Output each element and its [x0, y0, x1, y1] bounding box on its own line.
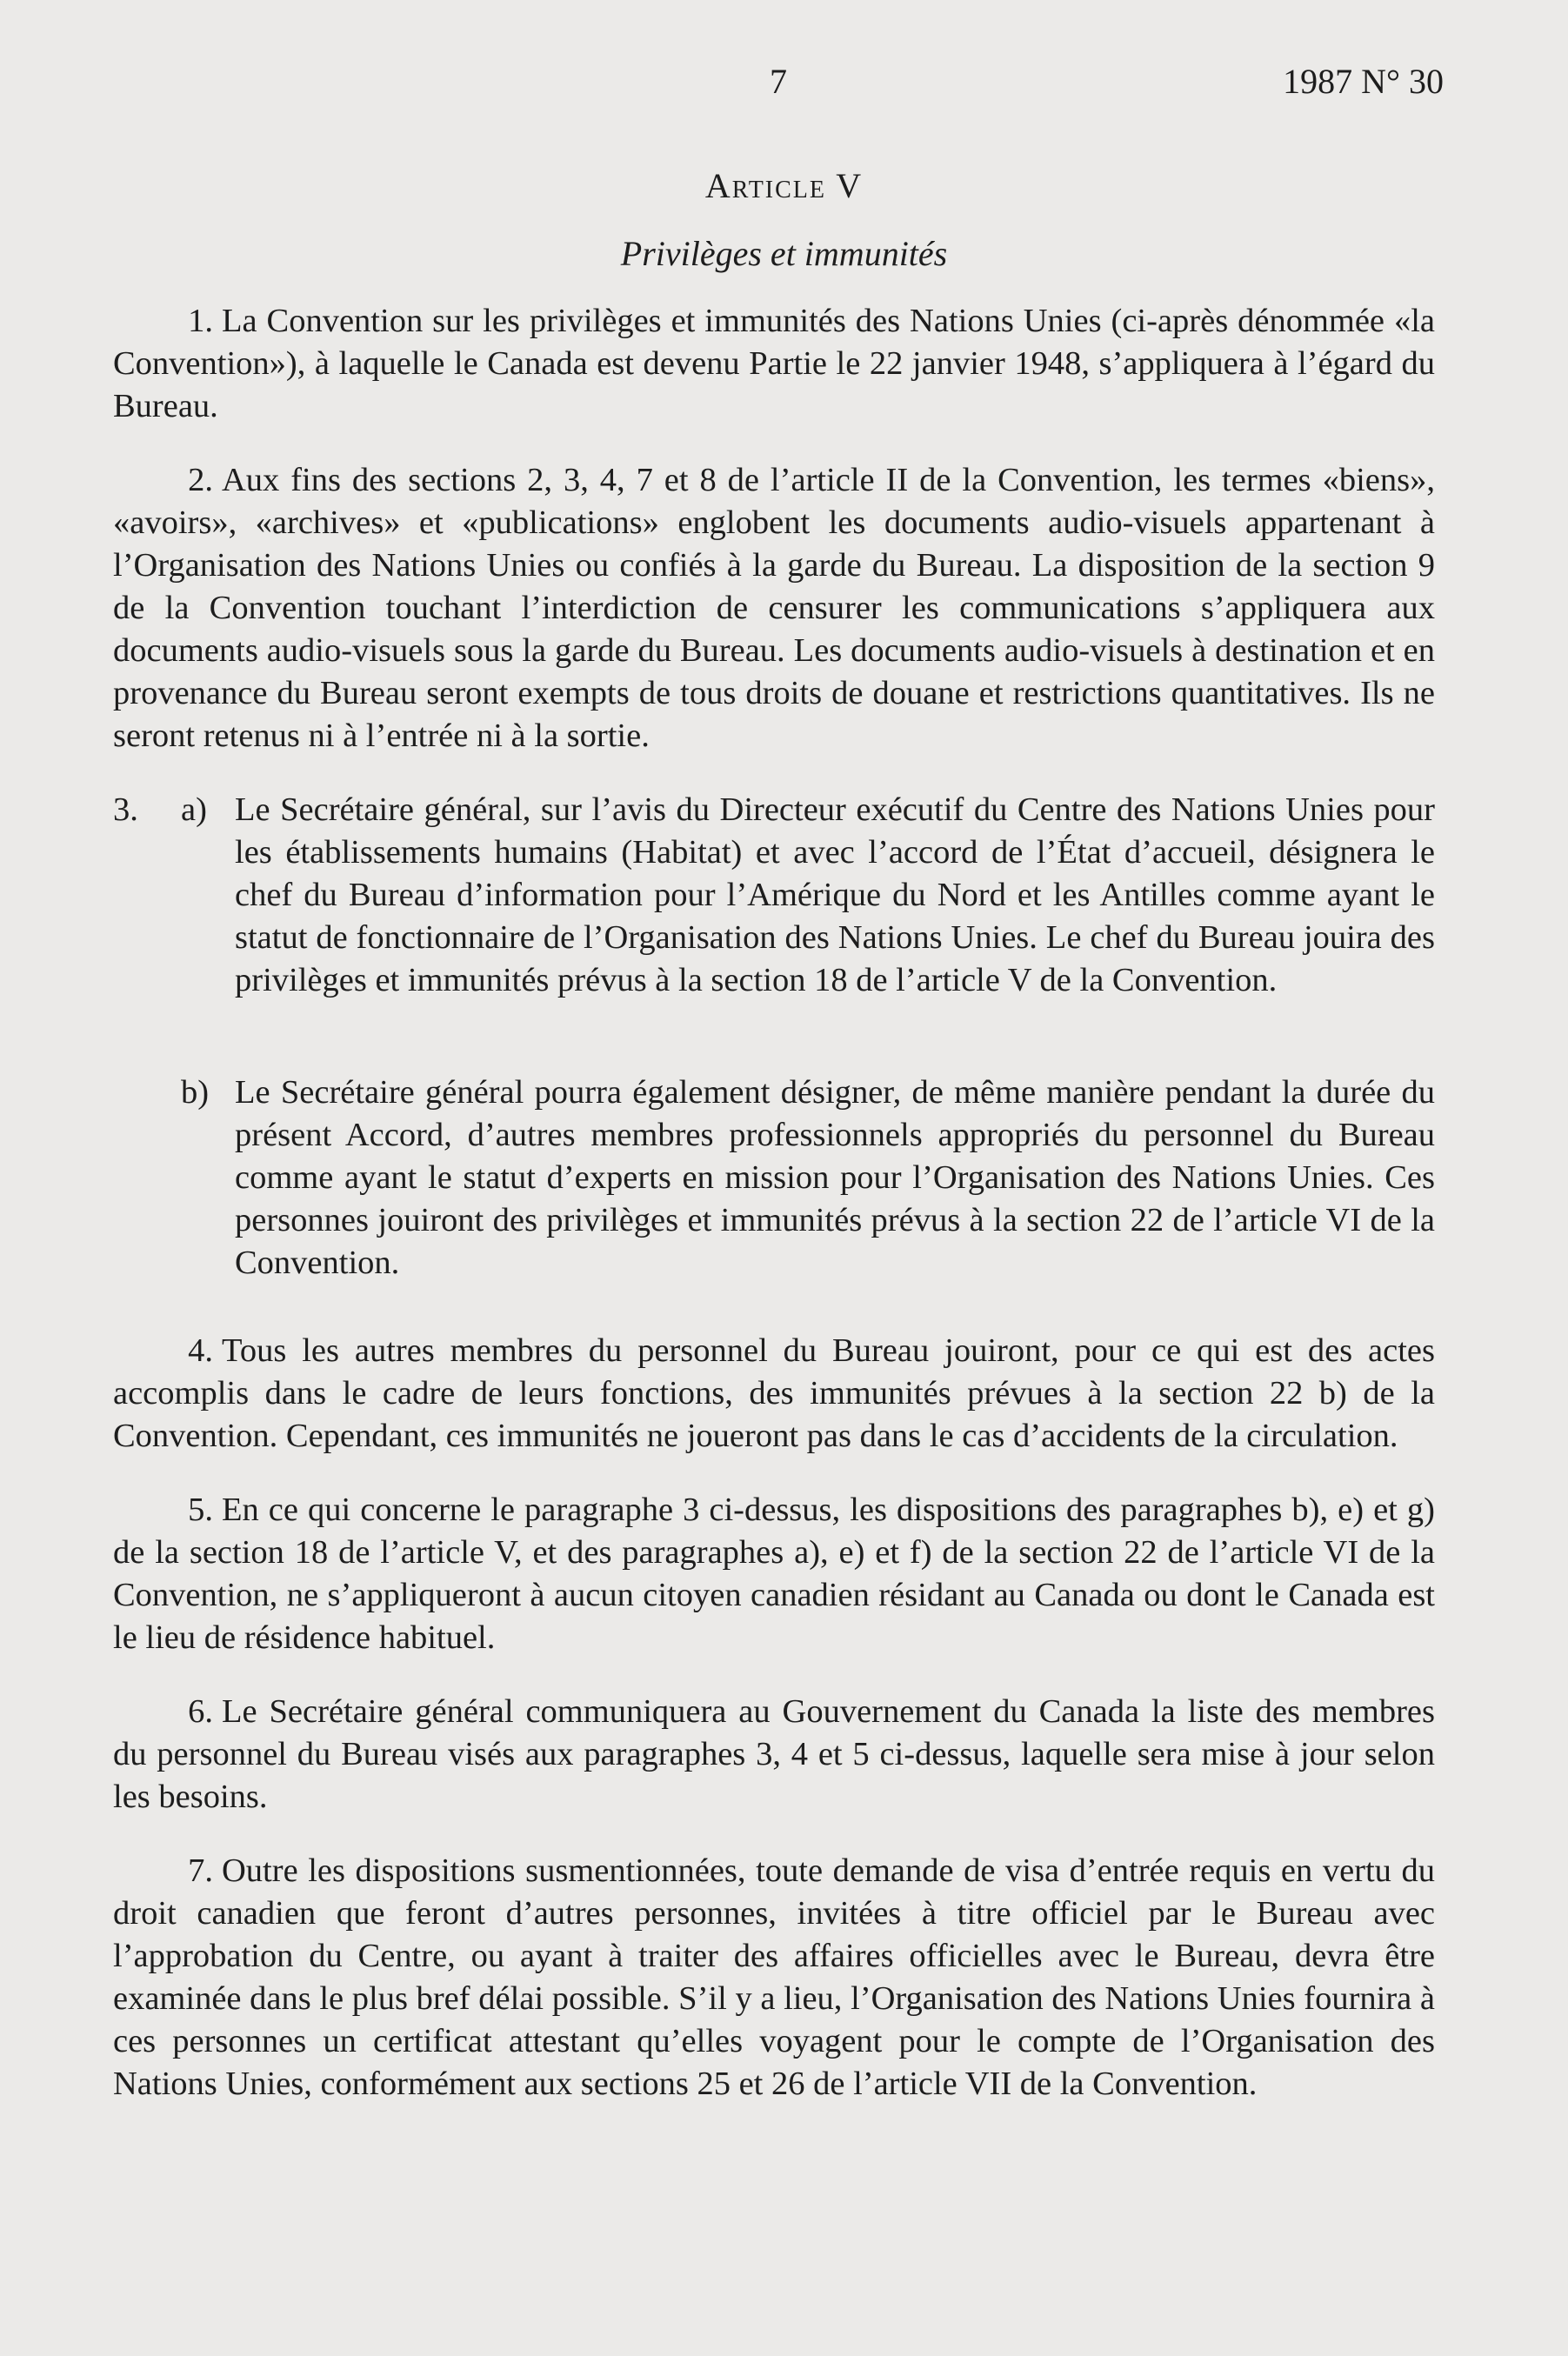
page-header — [113, 61, 1444, 113]
paragraph-3b — [113, 1071, 1435, 1285]
paragraph-number: 7. — [188, 1852, 213, 1889]
paragraph-7 — [113, 1850, 1435, 2106]
paragraph-text: Le Secrétaire général pourra également désigner, de même manière pendant la durée du présent Accord, d’autres membres professionnels appropriés du personnel du Bureau comme ayant le statut d’experts en mission pour l’Organisation des Nations Unies. Ces personnes jouiront des privilèges et immunités prévus à la section 22 de l’article VI de la Convention. — [235, 1074, 1435, 1281]
paragraph-1 — [113, 300, 1435, 428]
paragraph-number: 2. — [188, 462, 213, 498]
article-subtitle: Privilèges et immunités — [620, 234, 948, 273]
paragraph-text: En ce qui concerne le paragraphe 3 ci-dessus, les dispositions des paragraphes b), e) et g) de la section 18 de l’article V, et des paragraphes a), e) et f) de la section 22 de l’article VI de la Convention, ne s’appliqueront à aucun citoyen canadien résidant au Canada ou dont le Canada est le lieu de résidence habituel. — [113, 1492, 1435, 1656]
paragraph-text: Tous les autres membres du personnel du Bureau jouiront, pour ce qui est des actes accomplis dans le cadre de leurs fonctions, des immunités prévues à la section 22 b) de la Convention. Cependant, ces immunités ne joueront pas dans le cas d’accidents de la circulation. — [113, 1332, 1435, 1454]
paragraph-number: 5. — [188, 1492, 213, 1528]
paragraph-number: 1. — [188, 303, 213, 339]
paragraph-2 — [113, 459, 1435, 758]
subparagraph-letter: a) — [181, 791, 207, 828]
paragraph-4 — [113, 1330, 1435, 1458]
paragraph-number-spacer — [113, 1071, 181, 1285]
document-body — [113, 300, 1435, 2137]
paragraph-number: 3. — [113, 791, 138, 828]
paragraph-number: 6. — [188, 1693, 213, 1730]
paragraph-text: Le Secrétaire général communiquera au Gouvernement du Canada la liste des membres du personnel du Bureau visés aux paragraphes 3, 4 et 5 ci-dessus, laquelle sera mise à jour selon les besoins. — [113, 1693, 1435, 1815]
paragraph-5 — [113, 1489, 1435, 1659]
paragraph-text: La Convention sur les privilèges et immunités des Nations Unies (ci-après dénommée «la Convention»), à laquelle le Canada est devenu Partie le 22 janvier 1948, s’appliquera à l’égard du Bureau. — [113, 303, 1435, 424]
paragraph-text: Aux fins des sections 2, 3, 4, 7 et 8 de l’article II de la Convention, les termes «biens», «avoirs», «archives» et «publications» englobent les documents audio-visuels appartenant à l’Organisation des Nations Unies ou confiés à la garde du Bureau. La disposition de la section 9 de la Convention touchant l’interdiction de censurer les communications s’appliquera aux documents audio-visuels sous la garde du Bureau. Les documents audio-visuels à destination et en provenance du Bureau seront exempts de tous droits de douane et restrictions quantitatives. Ils ne seront retenus ni à l’entrée ni à la sortie. — [113, 462, 1435, 754]
issue-label: 1987 N° 30 — [1283, 62, 1444, 101]
subparagraph-letter: b) — [181, 1074, 210, 1111]
paragraph-3a — [113, 789, 1435, 1002]
paragraph-text: Le Secrétaire général, sur l’avis du Directeur exécutif du Centre des Nations Unies pour les établissements humains (Habitat) et avec l’accord de l’État d’accueil, désignera le chef du Bureau d’information pour l’Amérique du Nord et les Antilles comme ayant le statut de fonctionnaire de l’Organisation des Nations Unies. Le chef du Bureau jouira des privilèges et immunités prévus à la section 18 de l’article V de la Convention. — [235, 791, 1435, 998]
page-number: 7 — [770, 62, 787, 101]
paragraph-6 — [113, 1691, 1435, 1819]
paragraph-number: 4. — [188, 1332, 213, 1369]
article-heading: Article V — [704, 166, 864, 205]
paragraph-text: Outre les dispositions susmentionnées, toute demande de visa d’entrée requis en vertu du droit canadien que feront d’autres personnes, invitées à titre officiel par le Bureau avec l’approbation du Centre, ou ayant à traiter des affaires officielles avec le Bureau, devra être examinée dans le plus bref délai possible. S’il y a lieu, l’Organisation des Nations Unies fournira à ces personnes un certificat attestant qu’elles voyagent pour le compte de l’Organisation des Nations Unies, conformément aux sections 25 et 26 de l’article VII de la Convention. — [113, 1852, 1435, 2102]
